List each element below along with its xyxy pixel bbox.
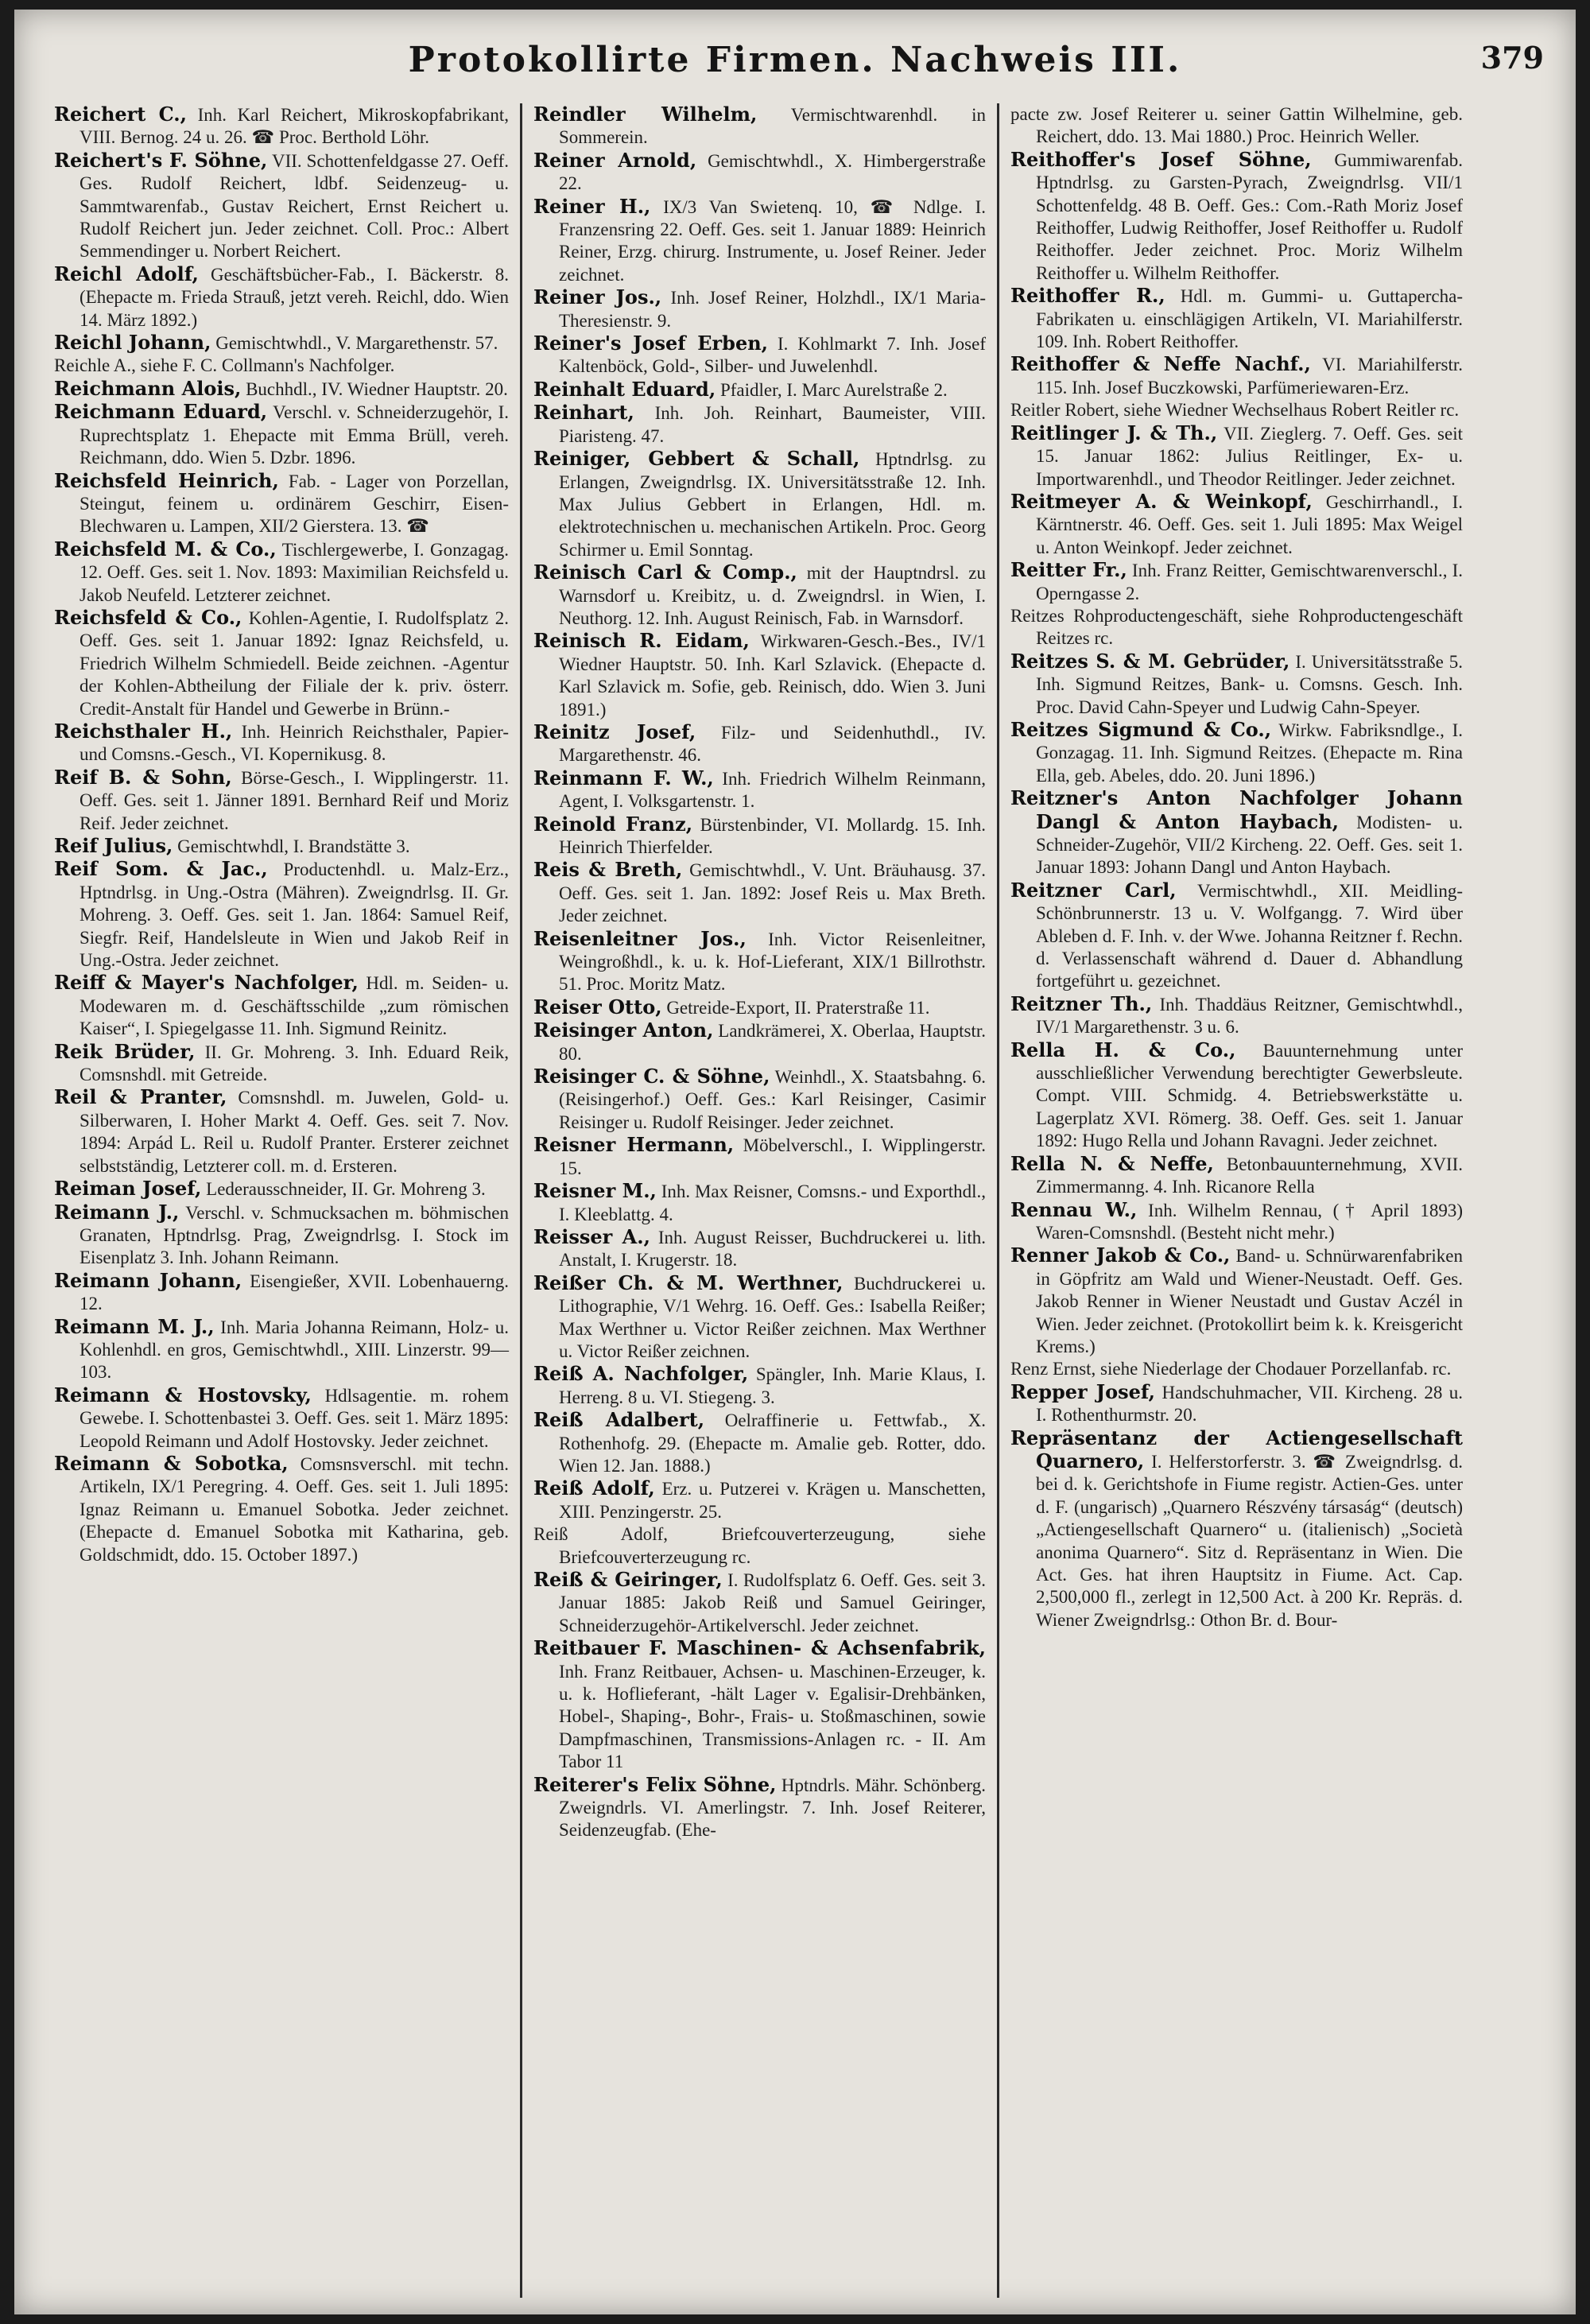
directory-entry [54,1453,509,1566]
firm-name: Reichmann Alois, [54,376,242,400]
directory-entry [54,835,509,858]
entry-details: Hdlsagentie. m. rohem Gewebe. I. Schottenbastei 3. Oeff. Ges. seit 1. März 1895: Leopold Reimann und Adolf Hostovsky. Jeder zeichnet. [80,1385,509,1451]
directory-entry [533,928,986,996]
entry-details: Hdl. m. Gummi- u. Guttapercha-Fabrikaten u. einschlägigen Artikeln, VI. Mariahilferstr. 109. Inh. Robert Reithoffer. [1036,286,1464,352]
directory-entry [54,1316,509,1384]
firm-name: Reichsfeld M. & Co., [54,537,277,561]
firm-name: Reichsfeld Heinrich, [54,468,279,492]
directory-entry [54,1086,509,1178]
directory-entry [54,858,509,972]
entry-details: Inh. Friedrich Wilhelm Reinmann, Agent, I. Volksgartenstr. 1. [559,768,986,812]
firm-name: Reisser A., [533,1224,651,1248]
entry-details: Gemischtwhdl, I. Brandstätte 3. [173,836,410,856]
entry-details: Reitler Robert, siehe Wiedner Wechselhaus Robert Reitler rc. [1010,400,1460,421]
entry-details: Hdl. m. Seiden- u. Modewaren m. d. Geschäftsschilde „zum römischen Kaiser“, I. Spiegelgasse 11. Inh. Sigmund Reinitz. [80,973,509,1039]
firm-name: Reif B. & Sohn, [54,765,232,789]
directory-entry [1010,1199,1463,1245]
entry-details: Inh. Joh. Reinhart, Baumeister, VIII. Piaristeng. 47. [559,403,986,446]
directory-entry [1010,719,1463,787]
entry-details: Comsnshdl. m. Juwelen, Gold- u. Silberwaren, I. Hoher Markt 4. Oeff. Ges. seit 7. Nov. 1894: Arpád L. Reil u. Rudolf Pranter. Ersterer zeichnet selbstständig, Letzterer coll. m. d. Ersteren. [80,1088,509,1176]
entry-details: Erz. u. Putzerei v. Krägen u. Manschetten, XIII. Penzingerstr. 25. [559,1479,986,1522]
directory-entry [533,378,986,402]
firm-name: Reitzes S. & M. Gebrüder, [1010,649,1290,673]
directory-entry [1010,491,1463,559]
entry-details: Verschl. v. Schneiderzugehör, I. Ruprechtsplatz 1. Ehepacte mit Emma Brüll, vereh. Reichmann, ddo. Wien 5. Dzbr. 1896. [80,402,509,468]
firm-name: Reiniger, Gebbert & Schall, [533,447,860,471]
directory-entry [533,1569,986,1637]
directory-entry [533,1477,986,1523]
entry-details: Buchhdl., IV. Wiedner Hauptstr. 20. [241,378,508,399]
entry-details: Inh. Wilhelm Rennau, († April 1893) Waren-Comsnshdl. (Besteht nicht mehr.) [1036,1200,1463,1243]
firm-name: Reichl Adolf, [54,262,199,285]
firm-name: Rella H. & Co., [1010,1038,1236,1061]
firm-name: Reimann Johann, [54,1268,242,1292]
entry-details: Inh. August Reisser, Buchdruckerei u. lith. Anstalt, I. Krugerstr. 18. [559,1227,986,1271]
entry-details: IX/3 Van Swietenq. 10, ☎ Ndlge. I. Franzensring 22. Oeff. Ges. seit 1. Januar 1889: Heinrich Reiner, Erzg. chirurg. Instrumente, u. Josef Reiner. Jeder zeichnet. [559,196,986,285]
entry-details: Eisengießer, XVII. Lobenhauerng. 12. [80,1271,509,1314]
directory-entry [1010,879,1463,993]
directory-entry [1010,103,1463,149]
firm-name: Reitzner's Anton Nachfolger Johann Dangl & Anton Haybach, [1010,786,1463,833]
firm-name: Reisner M., [533,1179,657,1203]
entry-details: Hptndrls. Mähr. Schönberg. Zweigndrls. VI. Amerlingstr. 7. Inh. Josef Reiterer, Seidenzeugfab. (Ehe- [559,1775,986,1841]
directory-entry [1010,285,1463,353]
directory-entry [54,401,509,469]
entry-details: Börse-Gesch., I. Wipplingerstr. 11. Oeff. Ges. seit 1. Jänner 1891. Bernhard Reif und Moriz Reif. Jeder zeichnet. [80,767,509,833]
entry-details: Gemischtwhdl., X. Himbergerstraße 22. [559,150,986,194]
firm-name: Reisinger C. & Söhne, [533,1065,770,1088]
entry-details: I. Rudolfsplatz 6. Oeff. Ges. seit 3. Januar 1885: Jakob Reiß und Samuel Geiringer, Schneiderzugehör-Artikelverschl. Jeder zeichnet. [559,1570,986,1635]
entry-details: pacte zw. Josef Reiterer u. seiner Gattin Wilhelmine, geb. Reichert, ddo. 13. Mai 1880.) Proc. Heinrich Weller. [1010,104,1463,147]
firm-name: Reik Brüder, [54,1039,196,1063]
directory-entry [54,103,509,149]
firm-name: Reißer Ch. & M. Werthner, [533,1271,843,1294]
firm-name: Reiß A. Nachfolger, [533,1362,749,1386]
entry-details: Kohlen-Agentie, I. Rudolfsplatz 2. Oeff. Ges. seit 1. Januar 1892: Ignaz Reichsfeld, u. Friedrich Wilhelm Schmiedell. Beide zeichnen. -Agentur der Kohlen-Abtheilung der Filiale der k. priv. österr. Credit-Anstalt für Handel und Gewerbe in Brünn.- [80,607,509,719]
entry-details: Comsnsverschl. mit techn. Artikeln, IX/1 Peregring. 4. Oeff. Ges. seit 1. Juli 1895: Ignaz Reimann u. Emanuel Sobotka. Jeder zeichnet. (Ehepacte d. Emanuel Sobotka mit Katharina, geb. Goldschmidt, ddo. 15. October 1897.) [80,1453,509,1565]
directory-entry [54,1201,509,1270]
firm-name: Reimann & Hostovsky, [54,1383,312,1406]
entry-details: I. Kohlmarkt 7. Inh. Josef Kaltenböck, Gold-, Silber- und Juwelenhdl. [559,334,986,377]
directory-entry [1010,1153,1463,1199]
directory-page [14,10,1576,2314]
directory-entry [533,1065,986,1134]
firm-name: Reichmann Eduard, [54,400,268,424]
entry-details: Inh. Josef Reiner, Holzhdl., IX/1 Maria-Theresienstr. 9. [559,288,986,331]
directory-entry [1010,422,1463,491]
entry-details: Gemischtwhdl., V. Unt. Bräuhausg. 37. Oeff. Ges. seit 1. Jan. 1892: Josef Reis u. Max Breth. Jeder zeichnet. [559,860,987,926]
firm-name: Reisner Hermann, [533,1133,735,1157]
directory-entry [533,196,986,287]
entry-details: Productenhdl. u. Malz-Erz., Hptndrlsg. in Ung.-Ostra (Mähren). Zweigndrlsg. II. Gr. Mohreng. 3. Oeff. Ges. seit 1. Jan. 1864: Samuel Reif, Siegfr. Reif, Handelsleute in Wien und Jakob Reif in Ung.-Ostra. Jeder zeichnet. [80,859,509,971]
directory-entry [1010,993,1463,1039]
firm-name: Reichert's F. Söhne, [54,148,268,172]
entry-details: Reiß Adolf, Briefcouverterzeugung, siehe Briefcouverterzeugung rc. [533,1524,986,1567]
directory-entry [1010,1381,1463,1427]
firm-name: Reindler Wilhelm, [533,103,758,126]
entry-details: Bauunternehmung unter ausschließlicher Verwendung berechtigter Gewerbsleute. Compt. VIII. Schmidg. 4. Betriebswerkstätte u. Lagerplatz XVI. Römerg. 38. Oeff. Ges. seit 1. Januar 1892: Hugo Rella und Johann Ravagni. Jeder zeichnet. [1036,1040,1463,1151]
directory-entry [54,607,509,720]
firm-name: Reitter Fr., [1010,558,1127,582]
entry-details: Hptndrlsg. zu Erlangen, Zweigndrlsg. IX. Universitätsstraße 12. Inh. Max Julius Gebbert in Erlangen, Hdl. m. elektrotechnischen u. mechanischen Artikeln. Proc. Georg Schirmer u. Emil Sonntag. [559,449,986,560]
firm-name: Reil & Pranter, [54,1085,227,1109]
firm-name: Reitbauer F. Maschinen- & Achsenfabrik, [533,1636,986,1660]
directory-entry [533,448,986,561]
directory-entry [1010,1358,1463,1380]
firm-name: Reinisch Carl & Comp., [533,561,797,584]
firm-name: Reinold Franz, [533,812,693,836]
directory-entry [533,1774,986,1842]
directory-entry [1010,559,1463,605]
page-number: 379 [1480,40,1544,76]
entry-details: Inh. Victor Reisenleitner, Weingroßhdl., k. u. k. Hof-Lieferant, XIX/1 Billrothstr. 51. Proc. Moritz Matz. [559,929,986,995]
firm-name: Reiser Otto, [533,995,662,1018]
entry-details: II. Gr. Mohreng. 3. Inh. Eduard Reik, Comsnshdl. mit Getreide. [80,1042,509,1085]
firm-name: Reithoffer's Josef Söhne, [1010,147,1312,171]
entry-details: mit der Hauptndrsl. zu Warnsdorf u. Kreibitz, u. d. Zweigndrsl. in Wien, I. Neuthorg. 12. Inh. August Reinisch, Fab. in Warnsdorf. [559,563,986,628]
firm-name: Reimann & Sobotka, [54,1451,289,1475]
entry-details: Lederausschneider, II. Gr. Mohreng 3. [201,1179,486,1200]
firm-name: Reitzner Th., [1010,991,1153,1015]
directory-entry [54,766,509,835]
directory-entry [54,332,509,355]
entry-details: Tischlergewerbe, I. Gonzagag. 12. Oeff. Ges. seit 1. Nov. 1893: Maximilian Reichsfeld u. Jakob Neufeld. Letzterer zeichnet. [80,539,509,605]
entry-details: Geschirrhandl., I. Kärntnerstr. 46. Oeff. Ges. seit 1. Juli 1895: Max Weigel u. Anton Weinkopf. Jeder zeichnet. [1036,491,1463,557]
directory-entry [54,355,509,377]
firm-name: Reiner's Josef Erben, [533,332,769,355]
firm-name: Reiff & Mayer's Nachfolger, [54,971,359,995]
entry-details: Renz Ernst, siehe Niederlage der Chodauer Porzellanfab. rc. [1010,1359,1452,1379]
directory-entry [54,538,509,607]
firm-name: Reiterer's Felix Söhne, [533,1772,777,1796]
directory-entry [533,630,986,721]
directory-entry [533,1272,986,1364]
directory-entry [1010,353,1463,399]
directory-entry [1010,1244,1463,1358]
firm-name: Reis & Breth, [533,858,683,882]
entry-details: Bürstenbinder, VI. Mollardg. 15. Inh. Heinrich Thierfelder. [559,814,986,857]
directory-entry [1010,1427,1463,1632]
firm-name: Reitmeyer A. & Weinkopf, [1010,489,1313,513]
directory-entry [54,972,509,1040]
firm-name: Reisinger Anton, [533,1018,714,1042]
entry-details: Gemischtwhdl., V. Margarethenstr. 57. [211,333,498,354]
directory-entry [533,1637,986,1773]
directory-entry [533,996,986,1019]
directory-entry [533,286,986,332]
column-right [997,103,1474,2298]
entry-details: I. Universitätsstraße 5. Inh. Sigmund Reitzes, Bank- u. Comsns. Gesch. Inh. Proc. David Cahn-Speyer und Ludwig Cahn-Speyer. [1036,651,1463,717]
directory-entry [533,402,986,448]
entry-details: Inh. Heinrich Reichsthaler, Papier- und Comsns.-Gesch., VI. Kopernikusg. 8. [80,721,510,765]
firm-name: Reitzner Carl, [1010,878,1177,902]
directory-entry [1010,605,1463,650]
entry-details: Handschuhmacher, VII. Kircheng. 28 u. I. Rothenthurmstr. 20. [1036,1382,1463,1426]
directory-entry [1010,1039,1463,1153]
directory-entry [533,813,986,859]
directory-entry [533,1363,986,1409]
entry-details: Geschäftsbücher-Fab., I. Bäckerstr. 8. (Ehepacte m. Frieda Strauß, jetzt vereh. Reichl, ddo. Wien 14. März 1892.) [80,264,509,330]
directory-entry [54,470,509,538]
entry-details: Band- u. Schnürwarenfabriken in Göpfritz am Wald und Wiener-Neustadt. Oeff. Ges. Jakob Renner in Wiener Neustadt und Gustav Aczél in Wien. Jeder zeichnet. (Protokollirt beim k. k. Kreisgericht Krems.) [1036,1246,1463,1356]
entry-details: Wirkwaren-Gesch.-Bes., IV/1 Wiedner Hauptstr. 50. Inh. Karl Szlavick. (Ehepacte d. Karl Szlavick m. Sofie, geb. Reinisch, ddo. Wien 3. Juni 1891.) [559,631,986,720]
entry-details: Landkrämerei, X. Oberlaa, Hauptstr. 80. [559,1021,986,1064]
entry-details: Oelraffinerie u. Fettwfab., X. Rothenhofg. 29. (Ehepacte m. Amalie geb. Rotter, ddo. Wien 12. Jan. 1888.) [559,1410,986,1476]
entry-details: VII. Zieglerg. 7. Oeff. Ges. seit 15. Januar 1862: Julius Reitlinger, Ex- u. Importwarenhdl., und Theodor Reitlinger. Jeder zeichnet. [1036,423,1463,489]
directory-entry [533,1019,986,1065]
directory-entry [533,721,986,767]
firm-name: Reichsthaler H., [54,719,233,743]
directory-entry [533,332,986,378]
firm-name: Rennau W., [1010,1197,1138,1221]
firm-name: Repper Josef, [1010,1379,1156,1403]
directory-entry [533,561,986,630]
entry-details: Spängler, Inh. Marie Klaus, I. Herreng. 8 u. VI. Stiegeng. 3. [559,1364,986,1407]
directory-entry [533,149,986,196]
firm-name: Reif Som. & Jac., [54,857,268,881]
firm-name: Reiß & Geiringer, [533,1568,723,1591]
firm-name: Reiß Adalbert, [533,1408,705,1432]
directory-entry [54,149,509,263]
entry-details: Möbelverschl., I. Wipplingerstr. 15. [559,1135,986,1178]
directory-entry [1010,650,1463,719]
running-head [46,40,1544,95]
directory-entry [54,263,509,332]
entry-details: Inh. Franz Reitbauer, Achsen- u. Maschinen-Erzeuger, k. u. k. Hoflieferant, -hält Lager v. Egalisir-Drehbänken, Hobel-, Shaping-, Bohr-, Frais- u. Stoßmaschinen, sowie Dampfmaschinen, Transmissions-Anlagen rc. - II. Am Tabor 11 [559,1661,986,1772]
directory-entry [533,1180,986,1226]
column-middle [520,103,997,2298]
directory-entry [533,103,986,149]
firm-name: Reithoffer & Neffe Nachf., [1010,352,1311,376]
entry-details: Verschl. v. Schmucksachen m. böhmischen Granaten, Hptndrlsg. Prag, Zweigndrlsg. I. Stock im Eisenplatz 3. Inh. Johann Reimann. [80,1202,510,1268]
firm-name: Reiner Jos., [533,285,662,309]
entry-details: Inh. Max Reisner, Comsns.- und Exporthdl., I. Kleeblattg. 4. [559,1181,987,1224]
directory-entry [533,767,986,813]
directory-entry [1010,399,1463,421]
directory-entry [533,859,986,927]
entry-details: Gummiwarenfab. Hptndrlsg. zu Garsten-Pyrach, Zweigndrlsg. VII/1 Schottenfeldg. 48 B. Oeff. Ges.: Com.-Rath Moriz Josef Reithoffer, Ludwig Reithoffer, Josef Reithoffer u. Rudolf Reithoffer. Jeder zeichnet. Proc. Moriz Wilhelm Reithoffer u. Wilhelm Reithoffer. [1036,149,1464,283]
firm-name: Reif Julius, [54,834,173,857]
directory-entry [533,1134,986,1180]
firm-name: Reitlinger J. & Th., [1010,421,1218,444]
directory-entry [1010,787,1463,879]
firm-name: Reinhalt Eduard, [533,377,716,401]
firm-name: Reichert C., [54,103,187,126]
entry-details: I. Helferstorferstr. 3. ☎ Zweigndrlsg. d. bei d. k. Gerichtshofe in Fiume registr. Actien-Ges. unter d. F. (ungarisch) „Quarnero Részvény társaság“ (deutsch) „Actiengesellschaft Quarnero“ u. (italienisch) „Società anonima Quarnero“. Sitz d. Repräsentanz in Wien. Die Act. Ges. hat ihren Hauptsitz in Fiume. Act. Cap. 2,500,000 fl., zerlegt in 12,500 Act. à 200 Kr. Repräs. d. Wiener Zweigndrlsg.: Othon Br. d. Bour- [1036,1451,1463,1630]
directory-entry [533,1226,986,1272]
firm-name: Reimann M. J., [54,1314,215,1338]
entry-details: VII. Schottenfeldgasse 27. Oeff. Ges. Rudolf Reichert, ldbf. Seidenzeug- u. Sammtwarenfab., Gustav Reichert, Ernst Reichert u. Rudolf Reichert jun. Jeder zeichnet. Coll. Proc.: Albert Semmendinger u. Norbert Reichert. [80,150,509,262]
firm-name: Rella N. & Neffe, [1010,1151,1214,1175]
directory-entry [54,1384,509,1453]
entry-details: Inh. Franz Reitter, Gemischtwarenverschl., I. Operngasse 2. [1036,561,1463,603]
column-left [43,103,520,2298]
entry-details: VI. Mariahilferstr. 115. Inh. Josef Buczkowski, Parfümeriewaren-Erz. [1036,355,1463,398]
page-title: Protokollirte Firmen. Nachweis III. [408,40,1182,80]
firm-name: Reimann J., [54,1200,180,1224]
directory-entry [54,1178,509,1201]
directory-entry [533,1523,986,1569]
entry-details: Pfaidler, I. Marc Aurelstraße 2. [716,379,948,400]
entry-details: Betonbauunternehmung, XVII. Zimmermanng. 4. Inh. Ricanore Rella [1036,1154,1464,1197]
firm-name: Reiner Arnold, [533,148,697,172]
entry-details: Vermischtwhdl., XII. Meidling-Schönbrunnerstr. 13 u. V. Wolfgangg. 7. Wird über Ableben d. F. Inh. v. der Wwe. Johanna Reitzner f. Rechn. d. Verlassenschaft während d. Dauer d. Abhandlung fortgeführt u. gezeichnet. [1036,880,1463,991]
firm-name: Reitzes Sigmund & Co., [1010,717,1272,741]
firm-name: Reichsfeld & Co., [54,605,242,629]
entry-details: Fab. - Lager von Porzellan, Steingut, feinem u. ordinärem Geschirr, Eisen- Blechwaren u. Lampen, XII/2 Gierstera. 13. ☎ [80,471,509,537]
firm-name: Reiman Josef, [54,1177,202,1201]
firm-name: Renner Jakob & Co., [1010,1243,1231,1267]
firm-name: Reinitz Josef, [533,720,696,743]
firm-name: Reinisch R. Eidam, [533,629,750,653]
entry-details: Filz- und Seidenhuthdl., IV. Margarethenstr. 46. [559,722,987,766]
entry-details: Modisten- u. Schneider-Zugehör, VII/2 Kircheng. 22. Oeff. Ges. seit 1. Januar 1893: Johann Dangl und Anton Haybach. [1036,812,1463,878]
firm-name: Reiß Adolf, [533,1476,655,1500]
directory-entry [54,378,509,401]
entry-details: Inh. Karl Reichert, Mikroskopfabrikant, VIII. Bernog. 24 u. 26. ☎ Proc. Berthold Löhr. [80,105,509,148]
directory-entry [1010,149,1463,285]
directory-entry [54,1270,509,1316]
directory-entry [54,1041,509,1087]
directory-columns [43,103,1544,2298]
firm-name: Reisenleitner Jos., [533,926,747,950]
entry-details: Reichle A., siehe F. C. Collmann's Nachfolger. [54,355,395,376]
firm-name: Reithoffer R., [1010,284,1165,308]
firm-name: Repräsentanz der Actiengesellschaft Quarnero, [1010,1426,1463,1472]
directory-entry [533,1409,986,1477]
entry-details: Weinhdl., X. Staatsbahng. 6. (Reisingerhof.) Oeff. Ges.: Karl Reisinger, Casimir Reisinger u. Rudolf Reisinger. Jeder zeichnet. [559,1067,986,1132]
entry-details: Vermischtwarenhdl. in Sommerein. [559,105,986,148]
entry-details: Buchdruckerei u. Lithographie, V/1 Wehrg. 16. Oeff. Ges.: Isabella Reißer; Max Werthner u. Victor Reißer zeichnen. Max Werthner u. Victor Reißer zeichnen. [559,1273,986,1361]
entry-details: Wirkw. Fabriksndlge., I. Gonzagag. 11. Inh. Sigmund Reitzes. (Ehepacte m. Rina Ella, geb. Abeles, ddo. 20. Juni 1896.) [1036,720,1463,786]
firm-name: Reinmann F. W., [533,766,714,790]
entry-details: Inh. Maria Johanna Reimann, Holz- u. Kohlenhdl. en gros, Gemischtwhdl., XIII. Linzerstr. 99—103. [80,1317,509,1383]
directory-entry [54,720,509,766]
firm-name: Reichl Johann, [54,331,211,355]
firm-name: Reiner H., [533,194,651,218]
entry-details: Reitzes Rohproductengeschäft, siehe Rohproductengeschäft Reitzes rc. [1010,605,1463,649]
entry-details: Inh. Thaddäus Reitzner, Gemischtwhdl., IV/1 Margarethenstr. 3 u. 6. [1036,994,1463,1038]
firm-name: Reinhart, [533,401,634,425]
entry-details: Getreide-Export, II. Praterstraße 11. [661,997,930,1018]
